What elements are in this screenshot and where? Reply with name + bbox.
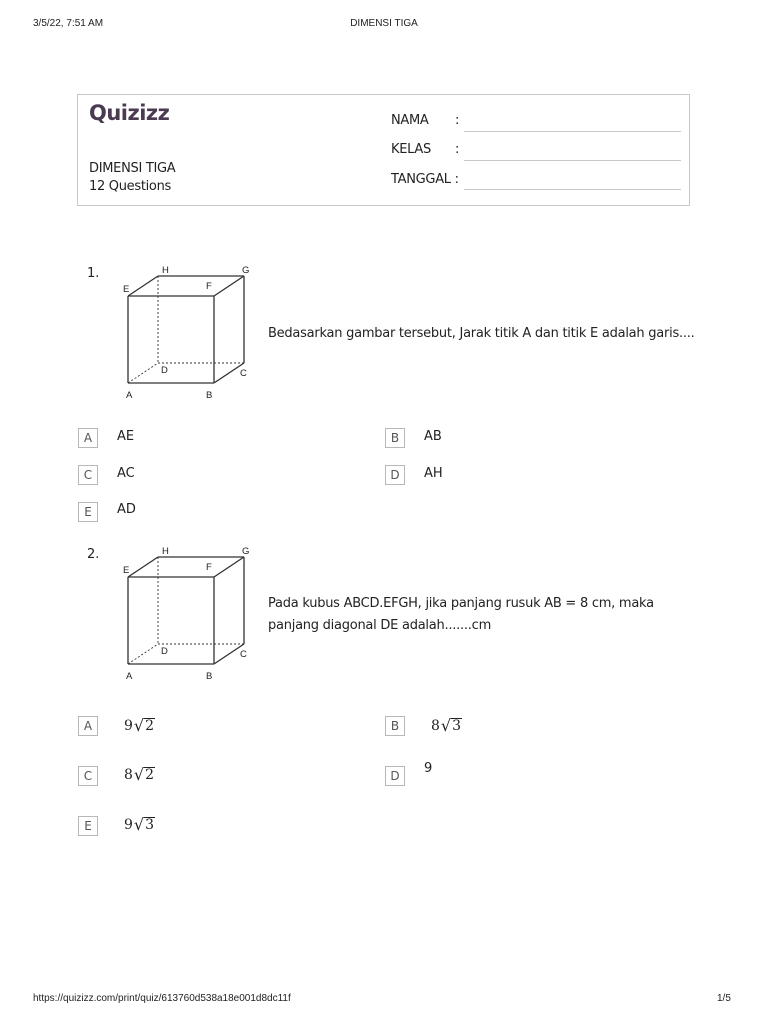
q2-option-b-math	[431, 716, 462, 734]
q1-option-b-box[interactable]: B	[385, 428, 405, 448]
cube-2-label-a: A	[126, 671, 133, 682]
sqrt-icon: √	[133, 815, 145, 834]
q2-option-a-math	[124, 716, 155, 734]
question-1-text: Bedasarkan gambar tersebut, Jarak titik A dan titik E adalah garis....	[268, 326, 695, 341]
q1-option-c-text: AC	[117, 466, 135, 481]
q2-option-b-radicand: 3	[452, 718, 462, 734]
sqrt-icon: √	[133, 716, 145, 735]
nama-colon: :	[455, 113, 460, 128]
q2-option-c-math	[124, 765, 155, 783]
q2-option-d-box[interactable]: D	[385, 766, 405, 786]
q2-option-c-box[interactable]: C	[78, 766, 98, 786]
q2-option-e-coef: 9	[124, 817, 133, 833]
q2-option-a-coef: 9	[124, 718, 133, 734]
q1-option-d-box[interactable]: D	[385, 465, 405, 485]
q1-option-b-text: AB	[424, 429, 442, 444]
q2-option-a-box[interactable]: A	[78, 716, 98, 736]
q1-option-d-text: AH	[424, 466, 443, 481]
question-2-text-line-1: Pada kubus ABCD.EFGH, jika panjang rusuk AB = 8 cm, maka	[268, 596, 654, 611]
cube-diagram-1	[114, 260, 262, 405]
footer-page-number: 1/5	[717, 993, 731, 1004]
cube-2-label-b: B	[206, 671, 213, 682]
sqrt-icon: √	[133, 765, 145, 784]
cube-1-label-h: H	[162, 265, 169, 276]
question-2-text-line-2: panjang diagonal DE adalah.......cm	[268, 618, 491, 633]
kelas-field[interactable]	[464, 160, 681, 161]
quiz-title: DIMENSI TIGA	[89, 161, 176, 176]
nama-field[interactable]	[464, 131, 681, 132]
nama-label: NAMA	[391, 113, 429, 128]
question-2-text	[268, 593, 654, 637]
q2-option-a-radicand: 2	[145, 718, 155, 734]
q1-option-e-box[interactable]: E	[78, 502, 98, 522]
cube-1-label-c: C	[240, 368, 247, 379]
tanggal-label: TANGGAL :	[391, 172, 459, 187]
q1-option-e-text: AD	[117, 502, 136, 517]
q2-option-c-coef: 8	[124, 767, 133, 783]
cube-1-label-b: B	[206, 390, 213, 401]
cube-diagram-2	[114, 541, 262, 686]
quizizz-logo: Quizizz	[89, 101, 170, 125]
q2-option-e-box[interactable]: E	[78, 816, 98, 836]
cube-1-label-e: E	[123, 284, 130, 295]
cube-2-label-g: G	[242, 546, 250, 557]
q2-option-b-box[interactable]: B	[385, 716, 405, 736]
question-1-number: 1.	[87, 266, 100, 281]
tanggal-field[interactable]	[464, 189, 681, 190]
kelas-label: KELAS	[391, 142, 431, 157]
cube-1-label-a: A	[126, 390, 133, 401]
question-2-number: 2.	[87, 547, 100, 562]
print-datetime: 3/5/22, 7:51 AM	[33, 18, 104, 29]
q2-option-e-math	[124, 815, 155, 833]
print-doc-title: DIMENSI TIGA	[350, 18, 418, 29]
cube-2-label-d: D	[161, 646, 168, 657]
footer-url[interactable]: https://quizizz.com/print/quiz/613760d538a18e001d8dc11f	[33, 993, 291, 1004]
q1-option-a-box[interactable]: A	[78, 428, 98, 448]
cube-1-label-d: D	[161, 365, 168, 376]
cube-2-label-c: C	[240, 649, 247, 660]
cube-2-label-e: E	[123, 565, 130, 576]
quiz-header-box	[77, 94, 690, 206]
cube-1-label-f: F	[206, 281, 212, 292]
q2-option-b-coef: 8	[431, 718, 440, 734]
sqrt-icon: √	[440, 716, 452, 735]
q2-option-d-text: 9	[424, 761, 433, 776]
cube-2-label-f: F	[206, 562, 212, 573]
cube-2-label-h: H	[162, 546, 169, 557]
q2-option-e-radicand: 3	[145, 817, 155, 833]
q1-option-a-text: AE	[117, 429, 135, 444]
cube-1-label-g: G	[242, 265, 250, 276]
question-count: 12 Questions	[89, 179, 171, 194]
q2-option-c-radicand: 2	[145, 767, 155, 783]
kelas-colon: :	[455, 142, 460, 157]
q1-option-c-box[interactable]: C	[78, 465, 98, 485]
